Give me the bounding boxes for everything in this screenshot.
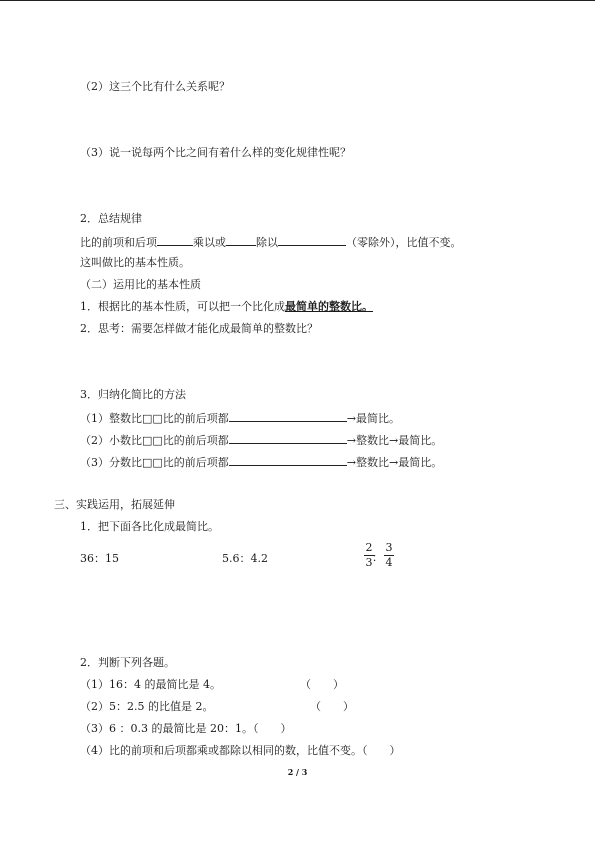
method-row-3-suffix: →整数比→最简比。 <box>346 456 443 469</box>
methods-heading: 3．归纳化简比的方法 <box>80 388 186 401</box>
method-row-1 <box>80 410 400 426</box>
method-row-2 <box>80 432 442 448</box>
fraction-2-denominator: 4 <box>385 556 393 569</box>
fraction-2-numerator: 3 <box>385 541 393 554</box>
part3-question-1: 1．把下面各比化成最简比。 <box>80 520 219 533</box>
part3-question-2: 2．判断下列各题。 <box>80 656 175 669</box>
judgment-1: （1）16：4 的最简比是 4。 <box>80 678 221 691</box>
summary-property-line: 这叫做比的基本性质。 <box>80 256 190 269</box>
page-number: 2 / 3 <box>287 767 308 777</box>
apply-item-2: 2．思考：需要怎样做才能化成最简单的整数比？ <box>80 322 318 335</box>
question-3-rule: （3）说一说每两个比之间有着什么样的变化规律性呢？ <box>80 146 351 159</box>
fraction-1-numerator: 2 <box>365 541 373 554</box>
apply-item-1-bold: 最简单的整数比。 <box>285 300 373 313</box>
apply-item-1 <box>80 300 373 314</box>
method-blank-3 <box>229 454 347 466</box>
top-rule <box>0 0 595 1</box>
summary-text-d: （零除外），比值不变。 <box>346 236 462 249</box>
summary-text-a: 比的前项和后项 <box>80 236 157 249</box>
method-row-1-text: （1）整数比□□比的前后项都 <box>80 412 229 425</box>
summary-rule-line <box>80 234 462 250</box>
summary-heading: 2．总结规律 <box>80 212 142 225</box>
apply-heading: （二）运用比的基本性质 <box>80 278 201 291</box>
method-row-2-text: （2）小数比□□比的前后项都 <box>80 434 229 447</box>
method-blank-2 <box>229 432 347 444</box>
method-row-3 <box>80 454 442 470</box>
judgment-2: （2）5：2.5 的比值是 2。 <box>80 700 214 713</box>
question-2-relation: （2）这三个比有什么关系呢？ <box>80 80 230 93</box>
method-blank-1 <box>229 410 347 422</box>
summary-text-b: 乘以或 <box>193 236 226 249</box>
method-row-3-text: （3）分数比□□比的前后项都 <box>80 456 229 469</box>
blank-3 <box>278 234 346 246</box>
method-row-1-suffix: →最简比。 <box>346 412 401 425</box>
ratio-1: 36：15 <box>80 552 119 565</box>
judgment-4: （4）比的前项和后项都乘或都除以相同的数，比值不变。（ ） <box>80 744 401 757</box>
judgment-2-paren: （ ） <box>310 700 354 713</box>
fraction-1-denominator: 3 <box>365 556 373 569</box>
method-row-2-suffix: →整数比→最简比。 <box>346 434 443 447</box>
fraction-3-4 <box>384 542 394 569</box>
ratio-2: 5.6：4.2 <box>222 552 268 565</box>
apply-item-1-text: 1．根据比的基本性质，可以把一个比化成 <box>80 300 285 313</box>
fraction-colon: ： <box>372 551 383 564</box>
blank-1 <box>157 234 193 246</box>
summary-text-c: 除以 <box>256 236 278 249</box>
judgment-1-paren: （ ） <box>300 678 344 691</box>
blank-2 <box>226 234 256 246</box>
judgment-3: （3）6 ：0.3 的最简比是 20：1。（ ） <box>80 722 292 735</box>
part3-heading: 三、实践运用，拓展延伸 <box>54 498 175 511</box>
